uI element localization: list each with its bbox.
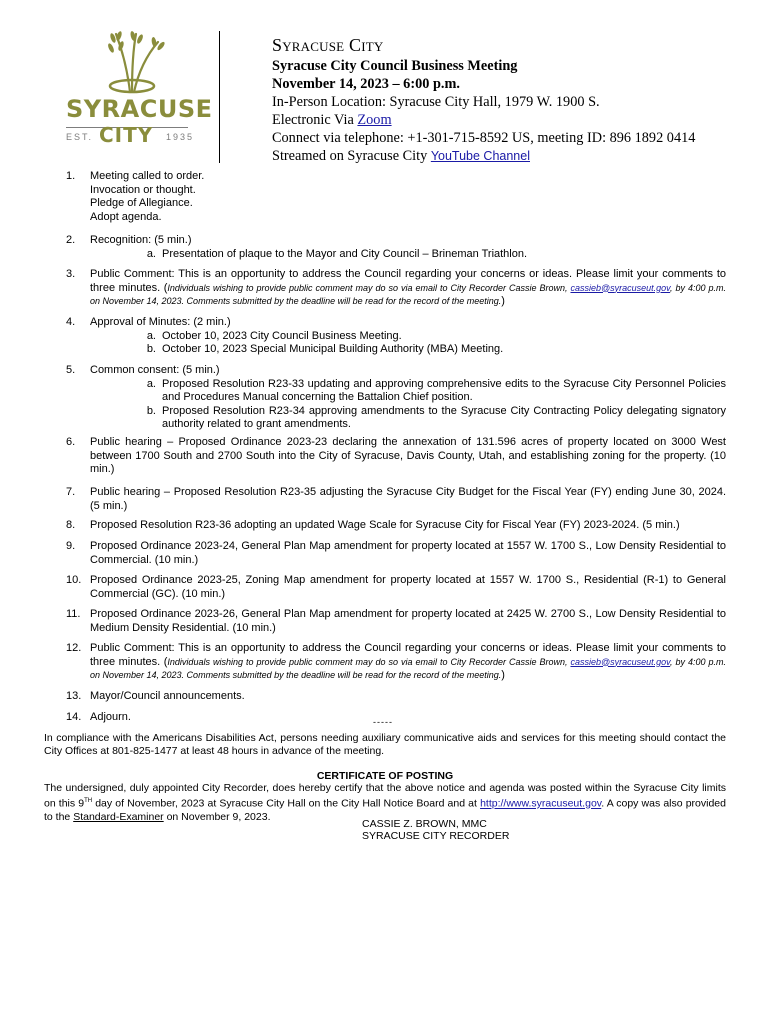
sub-letter: a. <box>146 247 156 260</box>
sub-text: Proposed Resolution R23-33 updating and approving comprehensive edits to the Syracuse City Personnel Policies and Procedures Manual concerning the Battalion Chief position. <box>162 377 726 403</box>
comment-note-deadline: , by 4:00 p.m. on November 14, 2023. Comments submitted by the deadline will be read for the record of the meeting. <box>90 656 727 680</box>
item-text: Public hearing – Proposed Ordinance 2023-23 declaring the annexation of 131.596 acres of property located on 3000 West between 1700 South and 2700 South into the City of Syracuse, Davis County, Utah, and establishing zoning for the property. (10 min.) <box>90 436 726 475</box>
item-number: 3. <box>66 268 76 280</box>
item-number: 6. <box>66 436 76 448</box>
youtube-link[interactable]: YouTube Channel <box>430 149 530 163</box>
comment-note: Individuals wishing to provide public comment may do so via email to City Recorder Cassie Brown, <box>167 656 571 667</box>
signature-block <box>362 818 509 842</box>
syracuse-city-logo <box>66 30 213 147</box>
recorder-email-link[interactable]: cassieb@syracuseut.gov <box>570 282 670 293</box>
separator-dashes: ----- <box>373 717 393 727</box>
newspaper-name: Standard-Examiner <box>73 810 164 823</box>
item-heading: Recognition: (5 min.) <box>90 234 192 246</box>
certificate-title: CERTIFICATE OF POSTING <box>316 770 454 782</box>
comment-note-deadline: , by 4:00 p.m. on November 14, 2023. Comments submitted by the deadline will be read for the record of the meeting. <box>90 282 727 306</box>
invocation: Invocation or thought. <box>90 183 196 196</box>
meeting-datetime: November 14, 2023 – 6:00 p.m. <box>272 76 460 92</box>
item-text: Proposed Ordinance 2023-24, General Plan Map amendment for property located at 1557 W. 1700 S., Low Density Residential to Commercial. (10 min.) <box>90 540 726 566</box>
sub-letter: a. <box>146 329 156 342</box>
pledge: Pledge of Allegiance. <box>90 197 193 209</box>
item-heading: Approval of Minutes: (2 min.) <box>90 316 231 328</box>
item-text <box>90 364 726 432</box>
recorder-email-link[interactable]: cassieb@syracuseut.gov <box>570 656 670 667</box>
meeting-header <box>272 33 752 165</box>
sub-letter: a. <box>146 377 156 390</box>
item-number: 1. <box>66 170 76 182</box>
electronic-prefix: Electronic Via <box>272 112 358 128</box>
cert-text-4: on November 9, 2023. <box>163 810 271 823</box>
logo-year: 1935 <box>166 132 195 142</box>
item-text <box>90 316 726 357</box>
sub-item-b <box>90 405 726 432</box>
stream-info <box>272 147 752 165</box>
logo-city: CITY <box>99 123 154 147</box>
telephone-access: Connect via telephone: +1-301-715-8592 US, meeting ID: 896 1892 0414 <box>272 130 696 146</box>
item-text <box>90 642 726 683</box>
cert-text-1: The undersigned, duly appointed City Recorder, does hereby certify that the above notice and agenda was posted within the Syracuse City limits on this 9 <box>44 782 726 810</box>
sub-text: Presentation of plaque to the Mayor and City Council – Brineman Triathlon. <box>162 247 528 260</box>
item-number: 9. <box>66 540 76 552</box>
public-comment-text: Public Comment: This is an opportunity to address the Council regarding your concerns or ideas. Please limit your comments to three minutes. ( <box>90 268 726 294</box>
item-number: 11. <box>66 608 81 620</box>
sub-item-b <box>90 343 726 357</box>
item-text: Proposed Ordinance 2023-26, General Plan Map amendment for property located at 2425 W. 2700 S., Low Density Residential to Medium Density Residential. (10 min.) <box>90 608 726 634</box>
comment-note: Individuals wishing to provide public comment may do so via email to City Recorder Cassie Brown, <box>167 282 571 293</box>
logo-wordmark: SYRACUSE <box>66 95 213 123</box>
sub-text: October 10, 2023 Special Municipal Building Authority (MBA) Meeting. <box>162 343 504 355</box>
item-text: Public hearing – Proposed Resolution R23-35 adjusting the Syracuse City Budget for the Fiscal Year (FY) ending June 30, 2024. (5 min.) <box>90 486 726 512</box>
cert-text-3: . A copy was also provided to the <box>44 797 726 823</box>
public-comment-text: Public Comment: This is an opportunity to address the Council regarding your concerns or ideas. Please limit your comments to three minutes. ( <box>90 642 726 668</box>
sub-item-a <box>90 248 726 262</box>
item-number: 14. <box>66 711 82 723</box>
item-text <box>90 170 726 224</box>
item-text <box>90 234 726 261</box>
item-number: 5. <box>66 364 76 376</box>
item-number: 2. <box>66 234 76 246</box>
zoom-link[interactable]: Zoom <box>357 112 392 128</box>
city-website-link[interactable]: http://www.syracuseut.gov <box>480 797 602 810</box>
sub-letter: b. <box>146 404 156 417</box>
item-number: 8. <box>66 519 76 531</box>
logo-est: EST. <box>66 132 94 142</box>
recorder-title: SYRACUSE CITY RECORDER <box>362 830 510 842</box>
paren-close: ) <box>501 295 505 307</box>
item-number: 12. <box>66 642 82 654</box>
stream-prefix: Streamed on Syracuse City <box>272 148 431 164</box>
item-number: 10. <box>66 574 82 586</box>
org-name: Syracuse City <box>272 35 384 55</box>
item-text: Proposed Resolution R23-36 adopting an updated Wage Scale for Syracuse City for Fiscal Year (FY) 2023-2024. (5 min.) <box>90 519 680 531</box>
sub-text: October 10, 2023 City Council Business Meeting. <box>162 329 402 342</box>
adopt-agenda: Adopt agenda. <box>90 210 162 223</box>
item-number: 7. <box>66 486 76 498</box>
electronic-access <box>272 111 752 129</box>
sub-letter: b. <box>146 343 156 355</box>
item-text <box>90 268 726 309</box>
recorder-name: CASSIE Z. BROWN, MMC <box>362 818 487 830</box>
ada-compliance-notice: In compliance with the Americans Disabilities Act, persons needing auxiliary communicative aids and services for this meeting should contact the City Offices at 801-825-1477 at least 48 hours in advance of the meeting. <box>44 732 726 757</box>
sub-text: Proposed Resolution R23-34 approving amendments to the Syracuse City Contracting Policy delegating signatory authority related to grant amendments. <box>162 404 726 430</box>
meeting-location: In-Person Location: Syracuse City Hall, 1979 W. 1900 S. <box>272 94 600 110</box>
wheat-logo-icon <box>66 30 196 100</box>
header-divider <box>219 31 220 163</box>
cert-text-2: day of November, 2023 at Syracuse City Hall on the City Hall Notice Board and at <box>92 797 481 810</box>
item-number: 13. <box>66 690 82 702</box>
call-to-order: Meeting called to order. <box>90 170 205 182</box>
item-text: Adjourn. <box>90 711 131 723</box>
sub-item-a <box>90 378 726 405</box>
item-number: 4. <box>66 316 76 328</box>
paren-close: ) <box>501 669 505 681</box>
item-text: Mayor/Council announcements. <box>90 690 245 702</box>
meeting-title: Syracuse City Council Business Meeting <box>272 58 518 74</box>
item-text: Proposed Ordinance 2023-25, Zoning Map amendment for property located at 1557 W. 1700 S., Residential (R-1) to General Commercial (GC). (10 min.) <box>90 574 726 600</box>
item-heading: Common consent: (5 min.) <box>90 364 220 376</box>
cert-sup: TH <box>84 798 93 804</box>
sub-item-a <box>90 330 726 344</box>
